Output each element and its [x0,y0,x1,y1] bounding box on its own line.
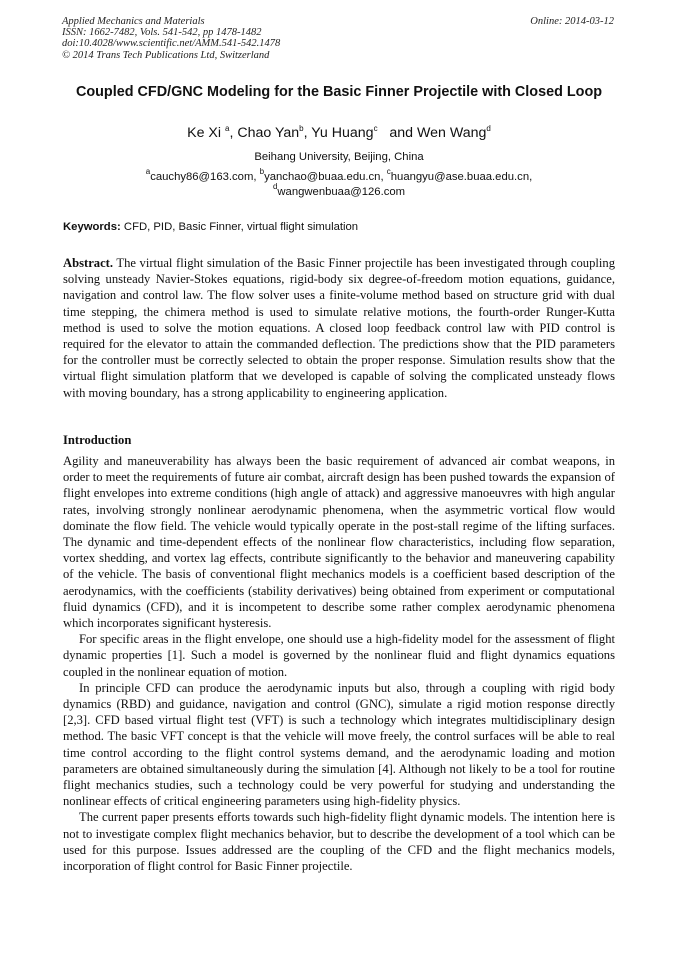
author-name: Yu Huang [311,125,374,141]
issn-line: ISSN: 1662-7482, Vols. 541-542, pp 1478-1482 [62,27,262,39]
paper-title: Coupled CFD/GNC Modeling for the Basic Finner Projectile with Closed Loop [75,84,603,100]
online-date: Online: 2014-03-12 [530,16,614,27]
author-and: and [385,125,418,141]
email-separator: , [380,171,387,183]
journal-header [62,16,280,61]
email-separator: , [529,171,533,183]
author-name: Chao Yan [237,125,300,141]
paragraph: Agility and maneuverability has always been the basic requirement of advanced air combat weapons, in order to meet the requirements of future air combat, aircraft design has been pushed towards the expansion of flight envelopes into extreme conditions (high angle of attack) and aggressive manoeuvres with high angular rates, involving strongly nonlinear aerodynamic phenomena, when the asymmetric vortical flow would dominate the flow field. The vehicle would typically operate in the post-stall regime of the lifting surfaces. The dynamic and time-dependent effects of the nonlinear flow characteristics, including flow separation, vortex shedding, and vortex lag effects, contribute significantly to the behavior and maneuvering capability of the vehicle. The basis of conventional flight mechanics models is a coefficient based description of the aerodynamics, with the coefficients (stability derivatives) being obtained from experiment or computational fluid dynamics (CFD), and it is incompetent to describe some rather complex aerodynamic phenomena which incorporates significant hysteresis. [63,454,615,631]
abstract-text: The virtual flight simulation of the Basic Finner projectile has been investigated through coupling solving unsteady Navier-Stokes equations, rigid-body six degree-of-freedom motion equations, guidance, navigation and control law. The flow solver uses a finite-volume method based on structure grid with dual time stepping, the chimera method is used to simulate relative motions, the fourth-order Runger-Kutta method is used to solve the motion equations. A closed loop feedback control law with PID control is required for the elevator to attain the commanded deflection. The predictions show that the PID parameters for the controller must be correctly selected to obtain the proper response. Simulation results show that the virtual flight simulation platform that we developed is capable of solving the complicated unsteady flows with moving boundary, has a strong applicability to engineering application. [63,256,615,400]
email-address[interactable]: wangwenbuaa@126.com [277,186,406,198]
journal-name: Applied Mechanics and Materials [62,16,205,27]
author-list [60,124,618,142]
email-address[interactable]: cauchy86@163.com [150,171,254,183]
affiliation: Beihang University, Beijing, China [254,151,424,163]
doi-line: doi:10.4028/www.scientific.net/AMM.541-542.1478 [62,38,281,50]
paragraph: In principle CFD can produce the aerodynamic inputs but also, through a coupling with rigid body dynamics (RBD) and guidance, navigation and control (GNC), simulate a rigid motion response directly [2,3]. CFD based virtual flight test (VFT) is such a technology which integrates multidisciplinary design method. The basic VFT concept is that the vehicle will move freely, the control surfaces will be able to real time control according to the flight control systems demand, and the aerodynamic loading and motion parameters are obtained simultaneously during the simulation [4]. Although not likely to be a tool for routine flight mechanics studies, such a technology could be very powerful for studying and understanding the nonlinear effects of critical engineering parameters using high-fidelity physics. [63,680,615,809]
author-sup: d [486,124,491,133]
email-list [60,167,618,200]
author-separator: , [229,125,238,141]
keywords-label: Keywords: [63,221,121,233]
email-address[interactable]: yanchao@buaa.edu.cn [264,171,381,183]
email-separator: , [253,171,260,183]
author-name: Wen Wang [417,125,487,141]
abstract [63,255,615,401]
introduction-body [63,453,615,874]
paragraph: For specific areas in the flight envelope, one should use a high-fidelity model for the assessment of flight dynamic properties [1]. Such a model is governed by the nonlinear fluid and flight dynamics equations coupled in the nonlinear equation of motion. [63,632,615,679]
author-sup: a [225,124,230,133]
section-heading-introduction: Introduction [63,433,132,447]
author-sup: c [373,124,378,133]
email-sup: a [145,167,151,176]
email-sup: d [272,182,278,191]
author-sup: b [299,124,304,133]
copyright-line: © 2014 Trans Tech Publications Ltd, Switzerland [62,49,270,61]
abstract-label: Abstract. [63,256,114,270]
author-name: Ke Xi [187,125,222,141]
email-sup: c [386,167,391,176]
email-sup: b [259,167,265,176]
author-separator: , [303,125,312,141]
keywords [63,220,615,234]
paragraph: The current paper presents efforts towards such high-fidelity flight dynamic models. The intention here is not to investigate complex flight mechanics behavior, but to describe the development of a tool which can be used for this purpose. Issues addressed are the coupling of the CFD and the flight mechanics models, incorporation of flight control for Basic Finner projectile. [63,810,615,874]
keywords-text: CFD, PID, Basic Finner, virtual flight simulation [120,221,359,233]
email-address[interactable]: huangyu@ase.buaa.edu.cn [390,171,530,183]
